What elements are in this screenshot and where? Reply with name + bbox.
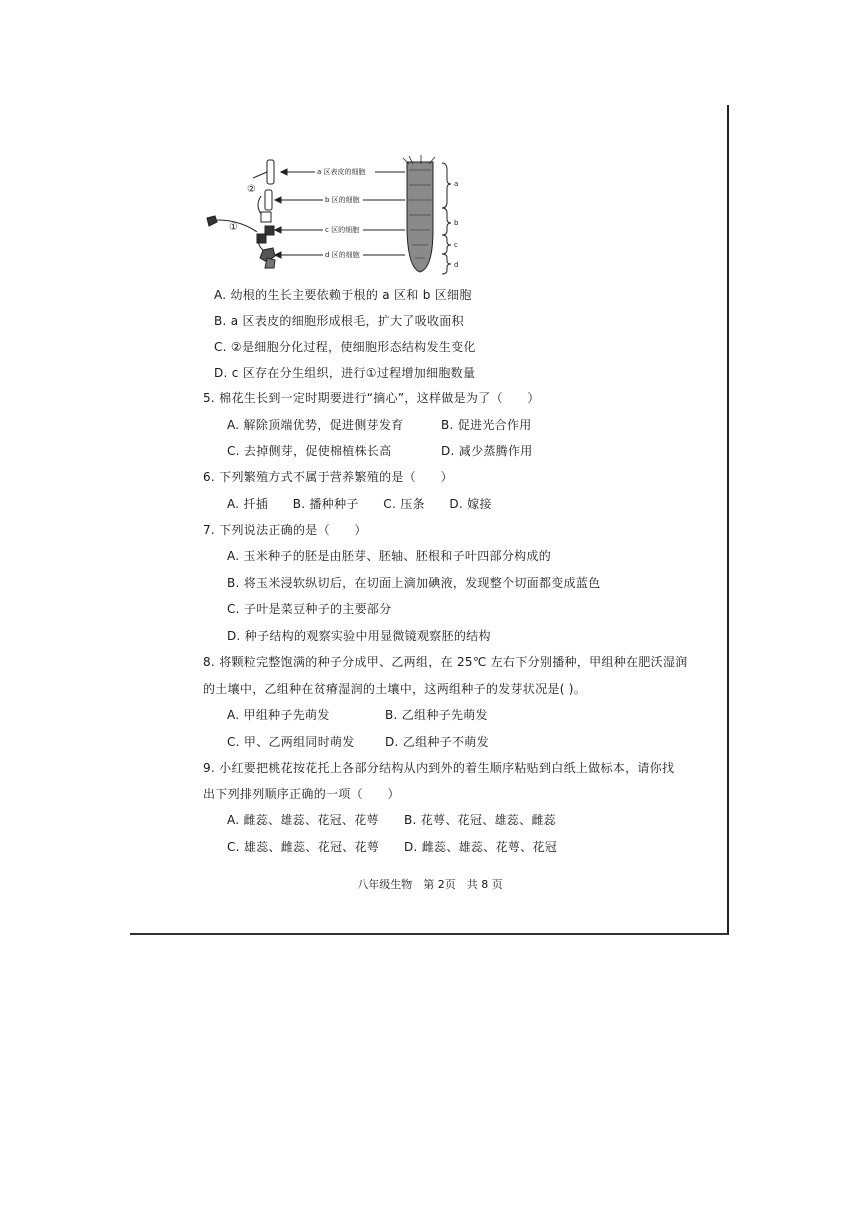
q8-option-c: C. 甲、乙两组同时萌发	[227, 735, 355, 749]
marker-2: ②	[247, 184, 256, 195]
label-d-cells: d 区的细胞	[325, 251, 360, 259]
q4-option-c: C. ②是细胞分化过程，使细胞形态结构发生变化	[214, 340, 476, 354]
label-a-cells: a 区表皮的细胞	[317, 168, 366, 176]
q9-stem-line1: 9. 小红要把桃花按花托上各部分结构从内到外的着生顺序粘贴到白纸上做标本，请你找	[203, 761, 675, 775]
root-tip-drawing	[403, 155, 435, 272]
q5-option-b: B. 促进光合作用	[441, 418, 532, 432]
label-c-cells: c 区的细胞	[325, 226, 360, 234]
q7-option-c: C. 子叶是菜豆种子的主要部分	[227, 602, 392, 616]
cell-drawings	[207, 160, 275, 268]
q9-option-b: B. 花萼、花冠、雄蕊、雌蕊	[404, 813, 557, 827]
q8-option-d: D. 乙组种子不萌发	[385, 735, 489, 749]
q4-option-b: B. a 区表皮的细胞形成根毛，扩大了吸收面积	[214, 314, 464, 328]
q9-option-d: D. 雌蕊、雄蕊、花萼、花冠	[404, 840, 558, 854]
marker-1: ①	[229, 222, 238, 233]
q6-stem: 6. 下列繁殖方式不属于营养繁殖的是（ ）	[203, 470, 453, 484]
q8-option-a: A. 甲组种子先萌发	[227, 708, 330, 722]
q9-option-a: A. 雌蕊、雄蕊、花冠、花萼	[227, 813, 379, 827]
q5-option-a: A. 解除顶端优势，促进侧芽发育	[227, 418, 404, 432]
q9-option-c: C. 雄蕊、雌蕊、花冠、花萼	[227, 840, 380, 854]
q7-stem: 7. 下列说法正确的是（ ）	[203, 523, 367, 537]
label-b-cells: b 区的细胞	[325, 196, 360, 204]
page-edge-bottom	[130, 933, 728, 935]
q5-option-d: D. 减少蒸腾作用	[441, 444, 533, 458]
q8-stem-line2: 的土壤中，乙组种在贫瘠湿润的土壤中，这两组种子的发芽状况是( )。	[203, 682, 587, 696]
q4-option-a: A. 幼根的生长主要依赖于根的 a 区和 b 区细胞	[214, 288, 472, 302]
zone-b-label: b	[454, 219, 459, 227]
q4-option-d: D. c 区存在分生组织，进行①过程增加细胞数量	[214, 366, 476, 380]
q8-stem-line1: 8. 将颗粒完整饱满的种子分成甲、乙两组，在 25℃ 左右下分别播种，甲组种在肥沃湿润	[203, 655, 688, 669]
root-tip-diagram	[195, 150, 470, 280]
q6-options: A. 扦插 B. 播种种子 C. 压条 D. 嫁接	[227, 497, 492, 511]
zone-d-label: d	[454, 261, 459, 269]
q8-option-b: B. 乙组种子先萌发	[385, 708, 488, 722]
q7-option-d: D. 种子结构的观察实验中用显微镜观察胚的结构	[227, 629, 491, 643]
q7-option-a: A. 玉米种子的胚是由胚芽、胚轴、胚根和子叶四部分构成的	[227, 549, 552, 563]
zone-c-label: c	[454, 241, 458, 249]
q7-option-b: B. 将玉米浸软纵切后，在切面上滴加碘液，发现整个切面都变成蓝色	[227, 576, 601, 590]
q5-option-c: C. 去掉侧芽，促使棉植株长高	[227, 444, 392, 458]
zone-a-label: a	[454, 180, 459, 188]
q9-stem-line2: 出下列排列顺序正确的一项（ ）	[203, 787, 400, 801]
page-footer: 八年级生物 第 2页 共 8 页	[357, 878, 503, 891]
page-edge-right	[727, 105, 729, 935]
q5-stem: 5. 棉花生长到一定时期要进行“摘心”，这样做是为了（ ）	[203, 391, 540, 405]
